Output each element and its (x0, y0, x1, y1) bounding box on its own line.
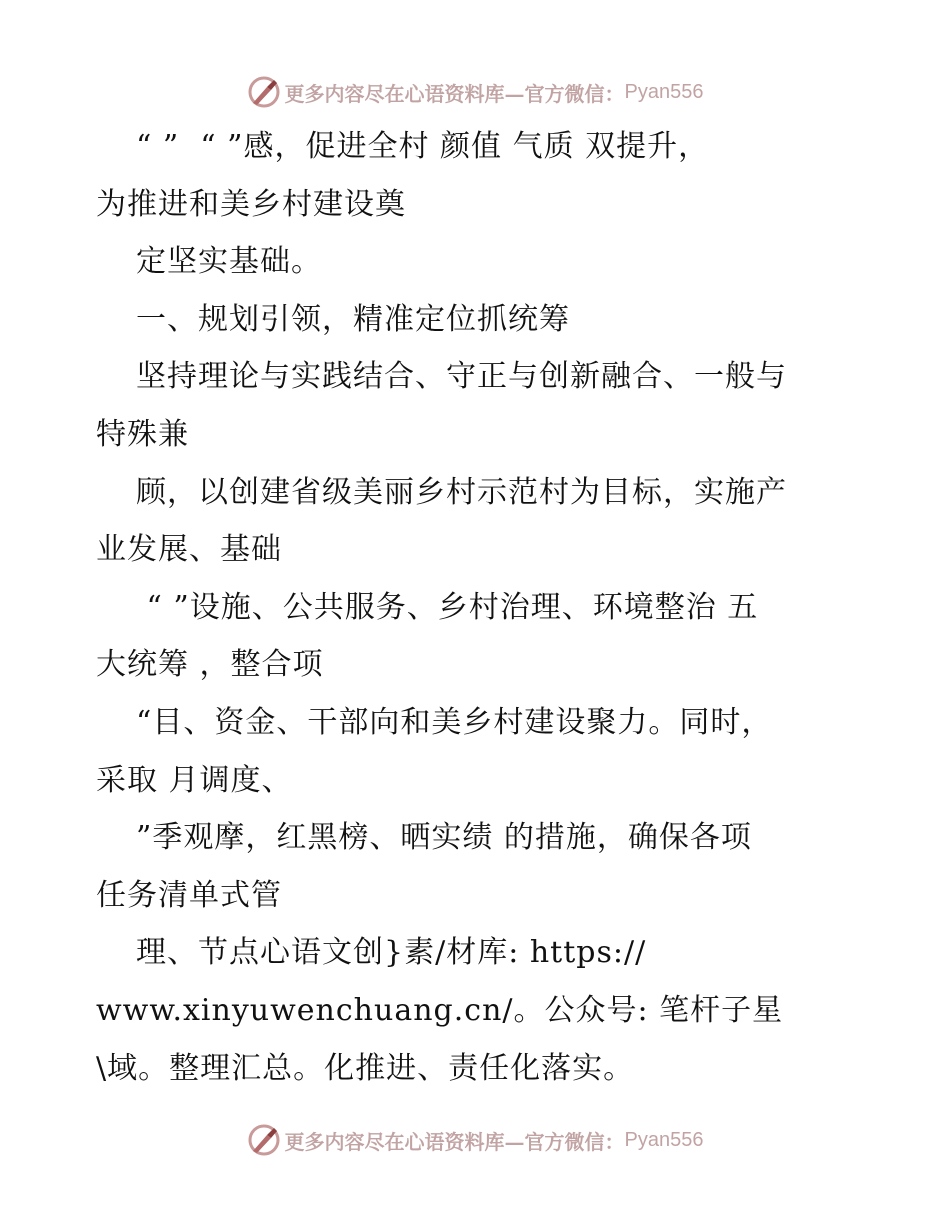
document-body (96, 118, 896, 1097)
text-line: “ ” “ ”感，促进全村 颜值 气质 双提升， (136, 129, 710, 164)
wechat-id: Pyan556 (624, 80, 704, 103)
banner-text: 更多内容尽在心语资料库—官方微信： (284, 1129, 625, 1154)
text-line: “ ”设施、公共服务、乡村治理、环境整治 五 (136, 589, 759, 625)
text-line: 为推进和美乡村建设奠 (96, 186, 406, 222)
text-line: 大统筹 ，整合项 (96, 647, 324, 683)
text-line: 业发展、基础 (96, 532, 282, 568)
wechat-id: Pyan556 (624, 1128, 704, 1151)
banner-text: 更多内容尽在心语资料库—官方微信： (284, 81, 625, 106)
text-line: 定坚实基础。 (136, 244, 322, 280)
text-line: 任务清单式管 (96, 877, 282, 913)
text-line: “目、资金、干部向和美乡村建设聚力。同时， (136, 704, 773, 740)
section-heading: 一、规划引领，精准定位抓统筹 (136, 301, 570, 337)
footer-watermark-banner (0, 1120, 950, 1160)
text-line: 特殊兼 (96, 416, 189, 452)
header-watermark-banner (0, 72, 950, 112)
text-line: 坚持理论与实践结合、守正与创新融合、一般与 (136, 359, 787, 395)
pen-logo-icon (247, 75, 281, 109)
text-line: ”季观摩，红黑榜、晒实绩 的措施，确保各项 (136, 820, 752, 856)
pen-logo-icon (247, 1123, 281, 1157)
text-line: 理、节点心语文创}素/材库: https:// (136, 935, 647, 971)
text-line: 采取 月调度、 (96, 762, 293, 798)
text-line: \域。整理汇总。化推进、责任化落实。 (96, 1050, 635, 1086)
text-line: 顾，以创建省级美丽乡村示范村为目标，实施产 (136, 474, 787, 510)
text-line: www.xinyuwenchuang.cn/。公众号: 笔杆子星 (96, 992, 784, 1028)
